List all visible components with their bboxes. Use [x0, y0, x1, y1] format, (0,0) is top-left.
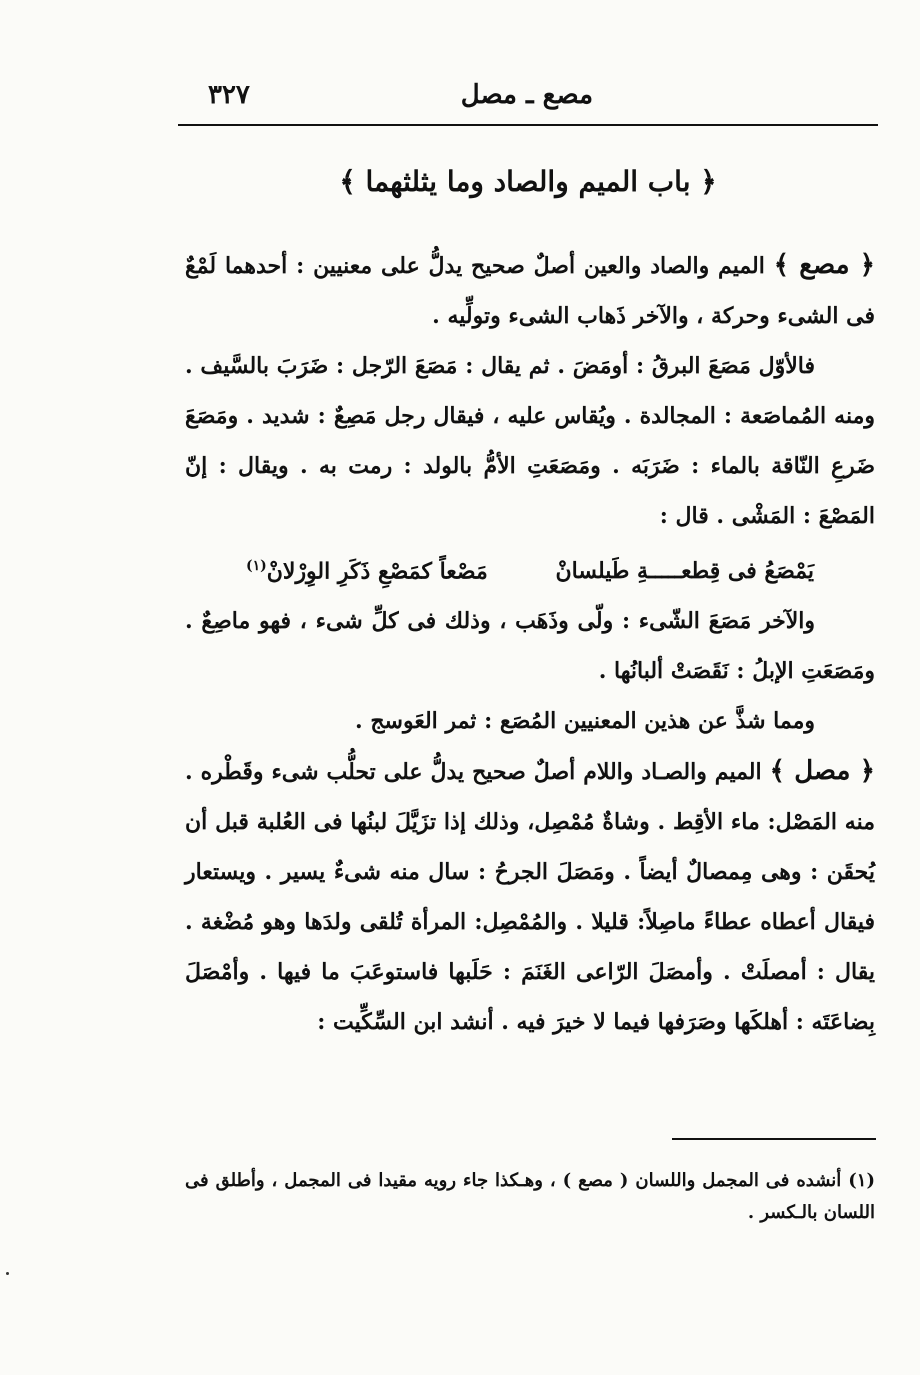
footnote-marker: (١) — [245, 558, 267, 574]
entry-masl-intro — [185, 746, 875, 1047]
verse-second-hemistich — [246, 541, 488, 596]
headword-masa: ﴿ مصع ﴾ — [773, 250, 875, 280]
footnote-rule — [672, 1138, 876, 1140]
entry-masl-intro-text: الميم والصـاد واللام أصلٌ صحيح يدلُّ على تحلُّب شىء وقَطْره . منه المَصْل: ماء الأقِط . وشاةٌ مُمْصِل، وذلك إذا تزَيَّلَ لبنُها فى العُلبة قبل أن يُحقَن : وهى مِمصالٌ أيضاً . ومَصَلَ الجرحُ : سال منه شىءٌ يسير . ويستعار فيقال أعطاه عطاءً ماصِلاً: قليلا . والمُمْصِل: المرأة تُلقى ولدَها وهو مُضْغة . يقال : أمصلَتْ . وأمصَلَ الرّاعى الغَنَمَ : حَلَبها فاستوعَبَ ما فيها . وأمْصَلَ بِضاعَتَه : أهلكَها وصَرَفها فيما لا خيرَ فيه . أنشد ابن السِّكِّيت : — [185, 759, 875, 1036]
entry-masa-intro — [185, 240, 875, 341]
running-title: مصع ـ مصل — [460, 80, 593, 110]
verse-second-text: مَصْعاً كمَصْعِ ذَكَرِ الوِرْلانْ — [266, 558, 488, 585]
footnote: (١) أنشده فى المجمل واللسان ( مصع ) ، وهـكذا جاء رويه مقيدا فى المجمل ، وأطلق فى اللسان بالـكسر . — [185, 1170, 875, 1223]
entry-masa-intro-text: الميم والصاد والعين أصلٌ صحيح يدلُّ على معنيين : أحدهما لَمْعٌ فى الشىء وحركة ، والآخر ذَهاب الشىء وتولِّيه . — [185, 253, 875, 329]
scan-speck — [6, 1272, 9, 1275]
chapter-title: ﴿ باب الميم والصاد وما يثلثهما ﴾ — [339, 165, 717, 198]
verse — [185, 541, 875, 596]
running-header — [178, 78, 878, 118]
entry-masa-paragraph-2: والآخر مَصَعَ الشّىء : ولّى وذَهَب ، وذلك فى كلِّ شىء ، فهو ماصِعٌ . ومَصَعَتِ الإبلُ : نَقَصَتْ ألبانُها . — [185, 608, 875, 685]
entry-masa-paragraph-3: ومما شذَّ عن هذين المعنيين المُصَع : ثمر العَوسج . — [355, 708, 815, 735]
header-rule — [178, 124, 878, 126]
main-text — [185, 240, 875, 1047]
entry-masa-paragraph: فالأوّل مَصَعَ البرقُ : أومَضَ . ثم يقال : مَصَعَ الرّجل : ضَرَبَ بالسَّيف . ومنه المُماصَعة : المجالدة . ويُقاس عليه ، فيقال رجل مَصِعٌ : شديد . ومَصَعَ ضَرعِ النّاقة بالماء : ضَرَبَه . ومَصَعَتِ الأمُّ بالولد : رمت به . ويقال : إنّ المَصْعَ : المَشْى . قال : — [185, 353, 875, 529]
headword-masl: ﴿ مصل ﴾ — [769, 756, 875, 787]
verse-first-hemistich: يَمْصَعُ فى قِطعـــــةِ طَيلسانْ — [555, 558, 815, 585]
page-number: ٣٢٧ — [208, 80, 250, 110]
